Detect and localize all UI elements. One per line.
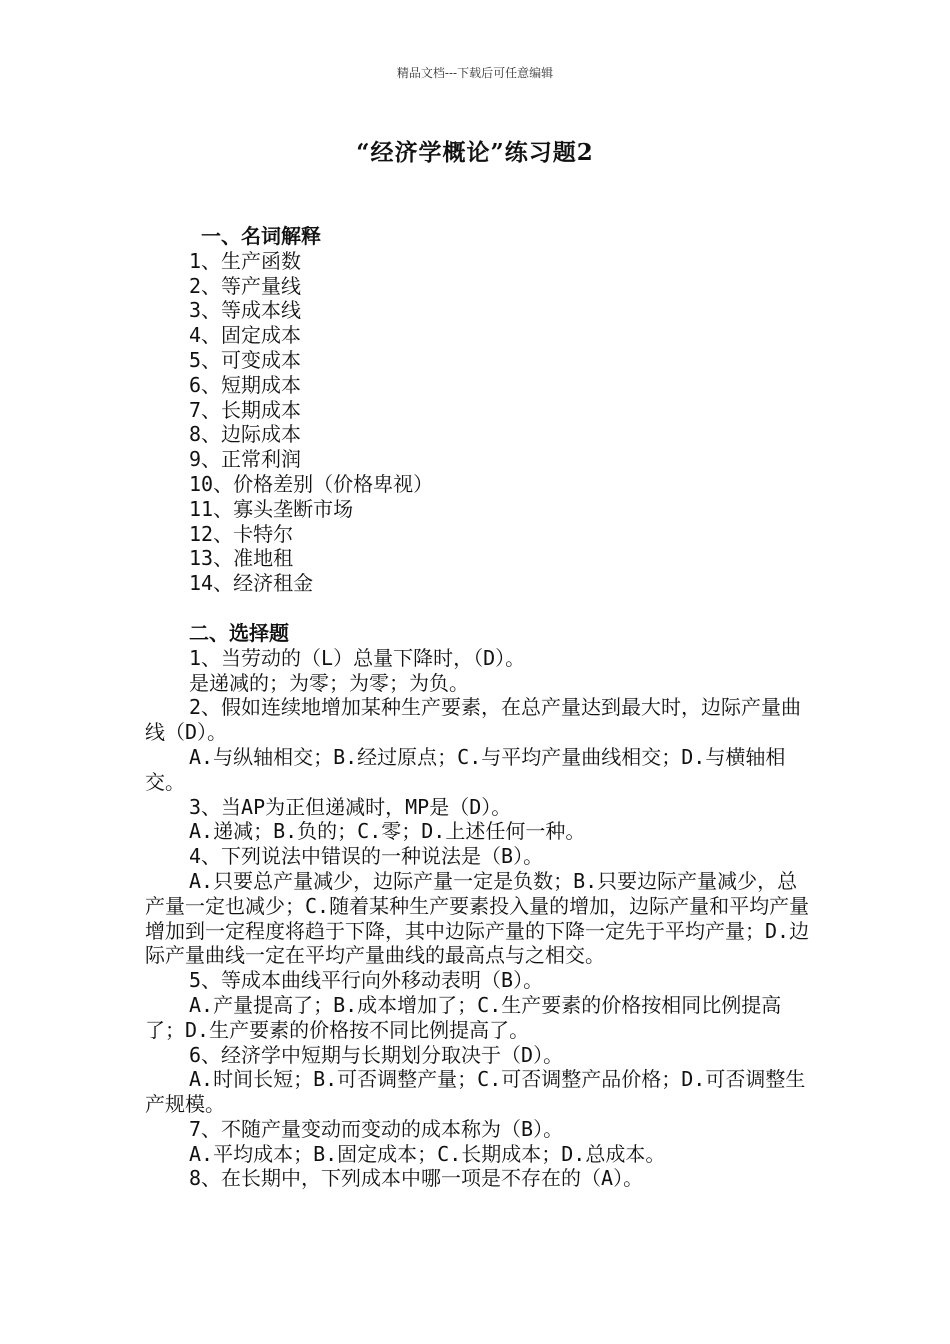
question-text: 4、下列说法中错误的一种说法是（B）。 <box>189 844 544 869</box>
page-header: 精品文档---下载后可任意编辑 <box>396 66 554 80</box>
answer-options: A.只要总产量减少，边际产量一定是负数；B.只要边际产量减少，总产量一定也减少；C.随着某种生产要素投入量的增加，边际产量和平均产量增加到一定程度将趋于下降，其中边际产量的下降一定先于平均产量；D.边际产量曲线一定在平均产量曲线的最高点与之相交。 <box>145 868 810 968</box>
answer-options: A.平均成本；B.固定成本；C.长期成本；D.总成本。 <box>189 1141 666 1166</box>
answer-options: A.产量提高了；B.成本增加了；C.生产要素的价格按相同比例提高了；D.生产要素的价格按不同比例提高了。 <box>145 992 782 1042</box>
question-text: 8、在长期中，下列成本中哪一项是不存在的（A）。 <box>189 1166 644 1191</box>
term-item: 12、卡特尔 <box>189 521 294 546</box>
term-item: 8、边际成本 <box>189 422 302 447</box>
term-item: 14、经济租金 <box>189 571 314 596</box>
section-heading-terms: 一、名词解释 <box>201 224 321 248</box>
term-item: 9、正常利润 <box>189 447 302 472</box>
term-item: 13、准地租 <box>189 546 294 571</box>
term-item: 7、长期成本 <box>189 397 302 422</box>
question-text: 6、经济学中短期与长期划分取决于（D）。 <box>189 1042 564 1067</box>
term-item: 3、等成本线 <box>189 298 302 323</box>
term-item: 4、固定成本 <box>189 323 302 348</box>
answer-options: A.与纵轴相交；B.经过原点；C.与平均产量曲线相交；D.与横轴相交。 <box>145 744 786 794</box>
answer-options: 是递减的；为零；为零；为负。 <box>189 670 469 695</box>
question-text: 7、不随产量变动而变动的成本称为（B）。 <box>189 1116 564 1141</box>
term-list <box>145 249 810 596</box>
term-item: 6、短期成本 <box>189 372 302 397</box>
question-text: 1、当劳动的（L）总量下降时，（D）。 <box>189 645 526 670</box>
term-item: 2、等产量线 <box>189 273 302 298</box>
question-text: 3、当AP为正但递减时，MP是（D）。 <box>189 794 512 819</box>
term-item: 11、寡头垄断市场 <box>189 496 354 521</box>
question-text: 5、等成本曲线平行向外移动表明（B）。 <box>189 968 544 993</box>
question-list <box>145 646 810 1192</box>
term-item: 10、价格差别（价格卑视） <box>189 471 434 496</box>
answer-options: A.时间长短；B.可否调整产量；C.可否调整产品价格；D.可否调整生产规模。 <box>145 1067 806 1117</box>
answer-options: A.递减；B.负的；C.零；D.上述任何一种。 <box>189 819 586 844</box>
question-text: 2、假如连续地增加某种生产要素，在总产量达到最大时，边际产量曲线（D）。 <box>145 695 802 745</box>
document-body <box>145 224 810 1191</box>
section-heading-choices: 二、选择题 <box>189 620 289 645</box>
term-item: 1、生产函数 <box>189 248 302 273</box>
page-title: “经济学概论”练习题2 <box>356 139 594 166</box>
term-item: 5、可变成本 <box>189 347 302 372</box>
